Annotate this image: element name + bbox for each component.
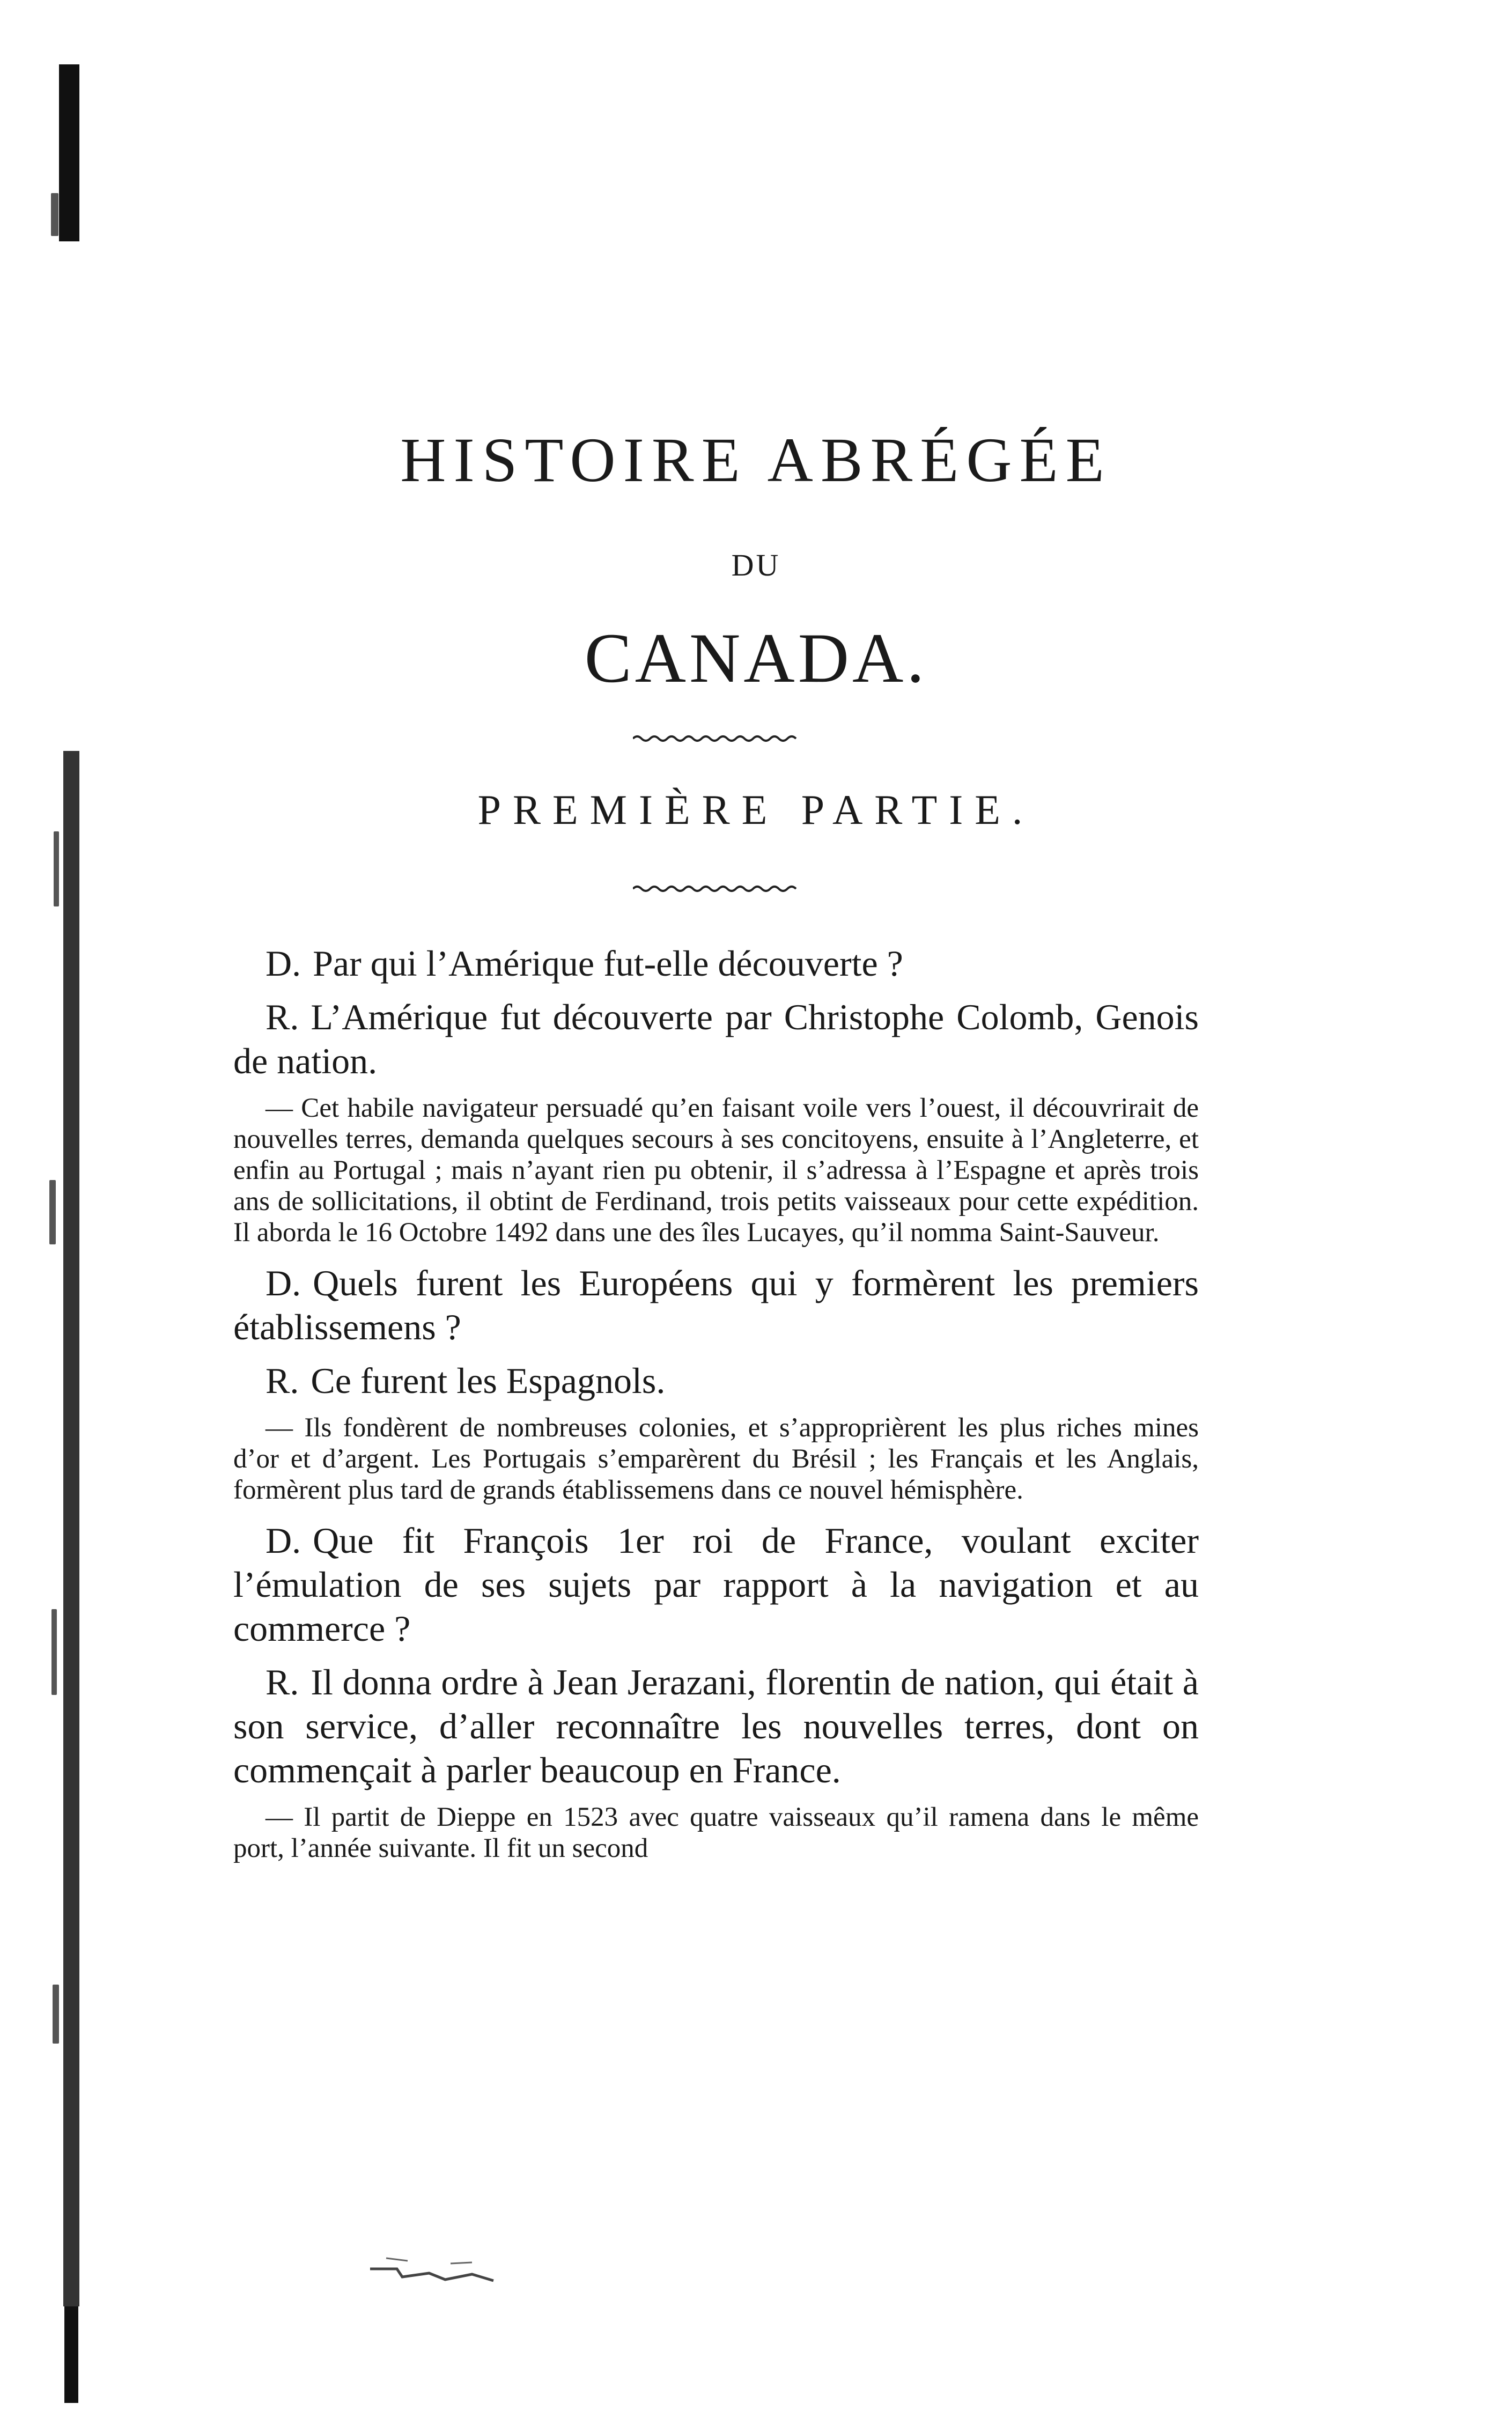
scan-smudge xyxy=(365,2247,526,2296)
commentary-note: — Ils fondèrent de nombreuses colonies, et s’approprièrent les plus riches mines d’or et d’argent. Les Portugais s’emparèrent du Brésil ; les Français et les Anglais, formèrent plus tard de grands établissemens dans ce nouvel hémisphère. xyxy=(233,1413,1199,1505)
answer xyxy=(233,995,1199,1083)
question-label: D. xyxy=(265,943,301,984)
commentary-note: — Il partit de Dieppe en 1523 avec quatre vaisseaux qu’il ramena dans le même port, l’année suivante. Il fit un second xyxy=(233,1802,1199,1863)
question xyxy=(233,941,1199,985)
catechism-text xyxy=(233,941,1199,1877)
binding-shadow-top xyxy=(59,64,79,241)
scan-speck xyxy=(51,1609,57,1695)
answer-text: Ce furent les Espagnols. xyxy=(311,1360,666,1401)
binding-shadow-bottom xyxy=(64,2306,78,2403)
binding-shadow-main xyxy=(63,751,79,2306)
ornament-divider xyxy=(633,732,799,745)
scan-speck xyxy=(54,831,59,906)
answer xyxy=(233,1359,1199,1403)
ornament-divider xyxy=(633,882,799,895)
commentary-note: — Cet habile navigateur persuadé qu’en faisant voile vers l’ouest, il découvrirait de nouvelles terres, demanda quelques secours à ses concitoyens, ensuite à l’Angleterre, et enfin au Portugal ; mais n’ayant rien pu obtenir, il s’adressa à l’Espagne et après trois ans de sollicitations, il obtint de Ferdinand, trois petits vaisseaux pour cette expédition. Il aborda le 16 Octobre 1492 dans une des îles Lucayes, qu’il nomma Saint-Sauveur. xyxy=(233,1093,1199,1248)
answer-label: R. xyxy=(265,997,299,1037)
question-text: Quels furent les Européens qui y formèrent les premiers établissemens ? xyxy=(233,1263,1199,1347)
question-text: Que fit François 1er roi de France, voulant exciter l’émulation de ses sujets par rapport à la navigation et au commerce ? xyxy=(233,1520,1199,1649)
scan-speck xyxy=(49,1180,56,1244)
answer-text: Il donna ordre à Jean Jerazani, florentin de nation, qui était à son service, d’aller reconnaître les nouvelles terres, dont on commençait à parler beaucoup en France. xyxy=(233,1662,1199,1790)
binding-edge xyxy=(0,0,139,2411)
question xyxy=(233,1261,1199,1349)
question-label: D. xyxy=(265,1263,301,1303)
answer-label: R. xyxy=(265,1360,299,1401)
question-label: D. xyxy=(265,1520,301,1561)
book-title: HISTOIRE ABRÉGÉE xyxy=(400,425,1112,495)
question-text: Par qui l’Amérique fut-elle découverte ? xyxy=(313,943,903,984)
answer xyxy=(233,1660,1199,1792)
scan-speck xyxy=(51,193,58,236)
title-subject: CANADA. xyxy=(584,618,928,697)
title-preposition: DU xyxy=(731,548,781,583)
answer-text: L’Amérique fut découverte par Christophe Colomb, Genois de nation. xyxy=(233,997,1199,1081)
part-heading: PREMIÈRE PARTIE. xyxy=(477,786,1035,833)
answer-label: R. xyxy=(265,1662,299,1702)
question xyxy=(233,1518,1199,1650)
scan-speck xyxy=(53,1985,59,2044)
